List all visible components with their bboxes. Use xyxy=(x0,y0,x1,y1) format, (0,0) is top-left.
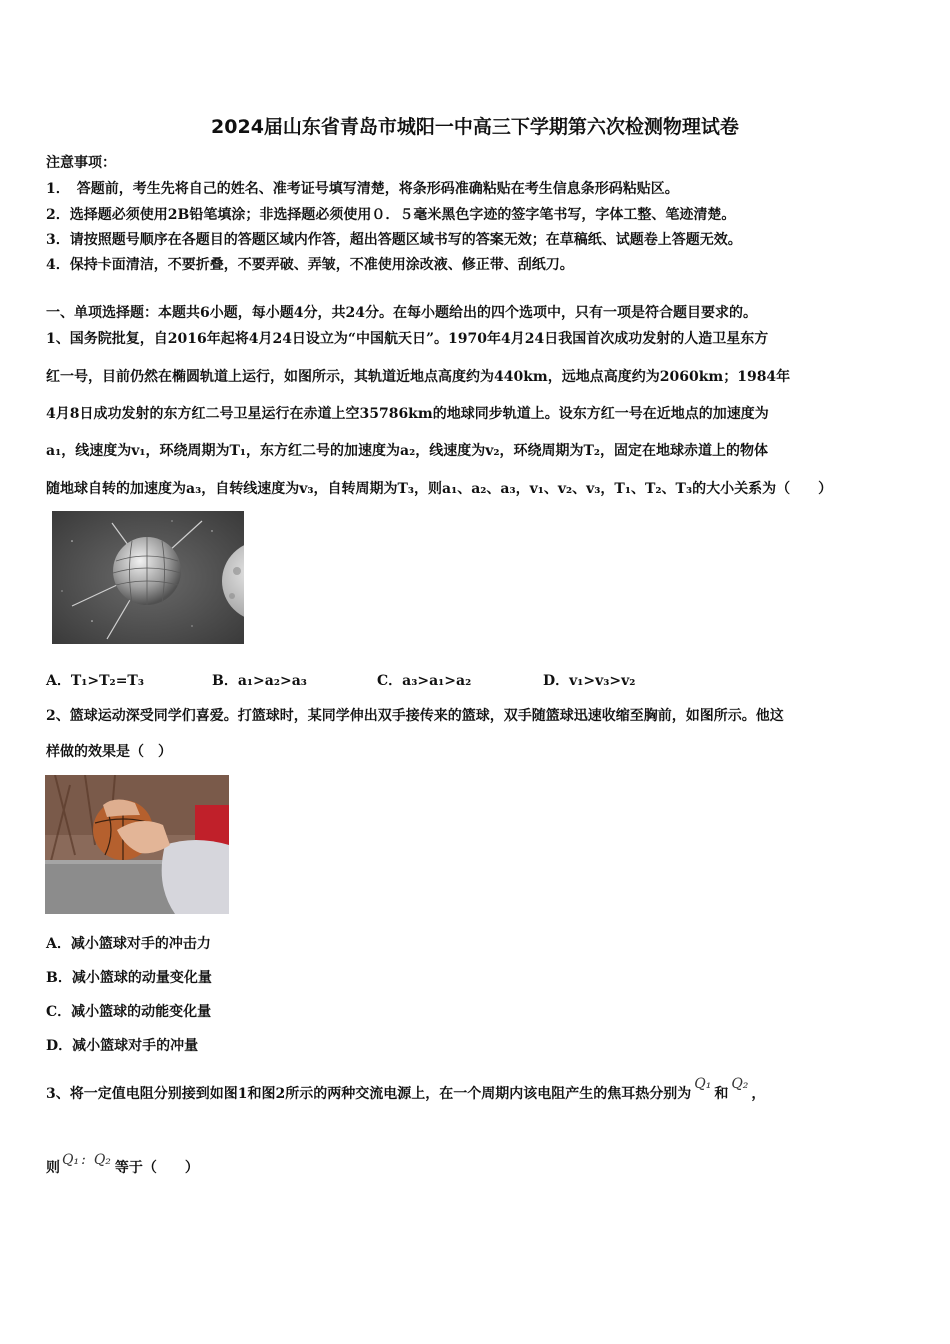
q1-line-3: 4月8日成功发射的东方红二号卫星运行在赤道上空35786km的地球同步轨道上。设东方红一号在近地点的加速度为 xyxy=(46,406,769,422)
q3-q1-symbol: Q₁ xyxy=(694,1076,712,1092)
q1-line-4: a₁，线速度为v₁，环绕周期为T₁，东方红二号的加速度为a₂，线速度为v₂，环绕周期为T₂，固定在地球赤道上的物体 xyxy=(46,443,769,459)
q1-line-2: 红一号，目前仍然在椭圆轨道上运行，如图所示，其轨道近地点高度约为440km，远地点高度约为2060km；1984年 xyxy=(46,369,791,385)
q3-ratio-q2: Q₂ xyxy=(93,1152,111,1168)
q1-option-b[interactable]: B．a₁>a₂>a₃ xyxy=(212,673,307,689)
q2-line-1: 2、篮球运动深受同学们喜爱。打篮球时，某同学伸出双手接传来的篮球，双手随篮球迅速收缩至胸前，如图所示。他这 xyxy=(46,708,784,724)
q2-option-b[interactable]: B．减小篮球的动量变化量 xyxy=(46,970,212,986)
q3-and: 和 xyxy=(714,1086,729,1102)
q3-q2-symbol: Q₂ xyxy=(731,1076,749,1092)
notice-item-1: 1． 答题前，考生先将自己的姓名、准考证号填写清楚，将条形码准确粘贴在考生信息条形码粘贴区。 xyxy=(46,181,679,197)
q1-option-a[interactable]: A．T₁>T₂=T₃ xyxy=(46,673,144,689)
basketball-image xyxy=(45,775,229,914)
q3-line-1-end: ， xyxy=(751,1086,766,1102)
notice-item-3: 3．请按照题号顺序在各题目的答题区域内作答，超出答题区域书写的答案无效；在草稿纸、试题卷上答题无效。 xyxy=(46,232,742,248)
notice-item-4: 4．保持卡面清洁，不要折叠，不要弄破、弄皱，不准使用涂改液、修正带、刮纸刀。 xyxy=(46,257,574,273)
q3-line-2-prefix: 则 xyxy=(46,1160,60,1176)
notice-item-2: 2．选择题必须使用2B铅笔填涂；非选择题必须使用０．５毫米黑色字迹的签字笔书写，字体工整、笔迹清楚。 xyxy=(46,207,736,223)
q2-line-2: 样做的效果是（ ） xyxy=(46,744,172,760)
q1-option-d[interactable]: D．v₁>v₃>v₂ xyxy=(543,673,636,689)
q1-line-1: 1、国务院批复，自2016年起将4月24日设立为“中国航天日”。1970年4月24日我国首次成功发射的人造卫星东方 xyxy=(46,331,769,347)
q2-option-a[interactable]: A．减小篮球对手的冲击力 xyxy=(46,936,211,952)
q1-line-5: 随地球自转的加速度为a₃，自转线速度为v₃，自转周期为T₃，则a₁、a₂、a₃，v₁、v₂、v₃，T₁、T₂、T₃的大小关系为（ ） xyxy=(46,481,833,497)
q1-option-c[interactable]: C．a₃>a₁>a₂ xyxy=(377,673,472,689)
q3-line-2-suffix: 等于（ ） xyxy=(114,1160,199,1176)
q2-option-c[interactable]: C．减小篮球的动能变化量 xyxy=(46,1004,212,1020)
notice-heading: 注意事项： xyxy=(46,155,116,171)
q3-ratio-colon: : xyxy=(81,1152,86,1168)
satellite-image xyxy=(52,511,244,644)
q3-line-1 xyxy=(46,1076,766,1103)
q3-ratio-q1: Q₁ xyxy=(62,1152,80,1168)
q2-option-d[interactable]: D．减小篮球对手的冲量 xyxy=(46,1038,199,1054)
q3-line-2 xyxy=(46,1152,199,1177)
page-title: 2024届山东省青岛市城阳一中高三下学期第六次检测物理试卷 xyxy=(211,116,739,138)
section-heading: 一、单项选择题：本题共6小题，每小题4分，共24分。在每小题给出的四个选项中，只有一项是符合题目要求的。 xyxy=(46,305,757,321)
q3-line-1-text: 3、将一定值电阻分别接到如图1和图2所示的两种交流电源上，在一个周期内该电阻产生的焦耳热分别为 xyxy=(46,1086,692,1102)
